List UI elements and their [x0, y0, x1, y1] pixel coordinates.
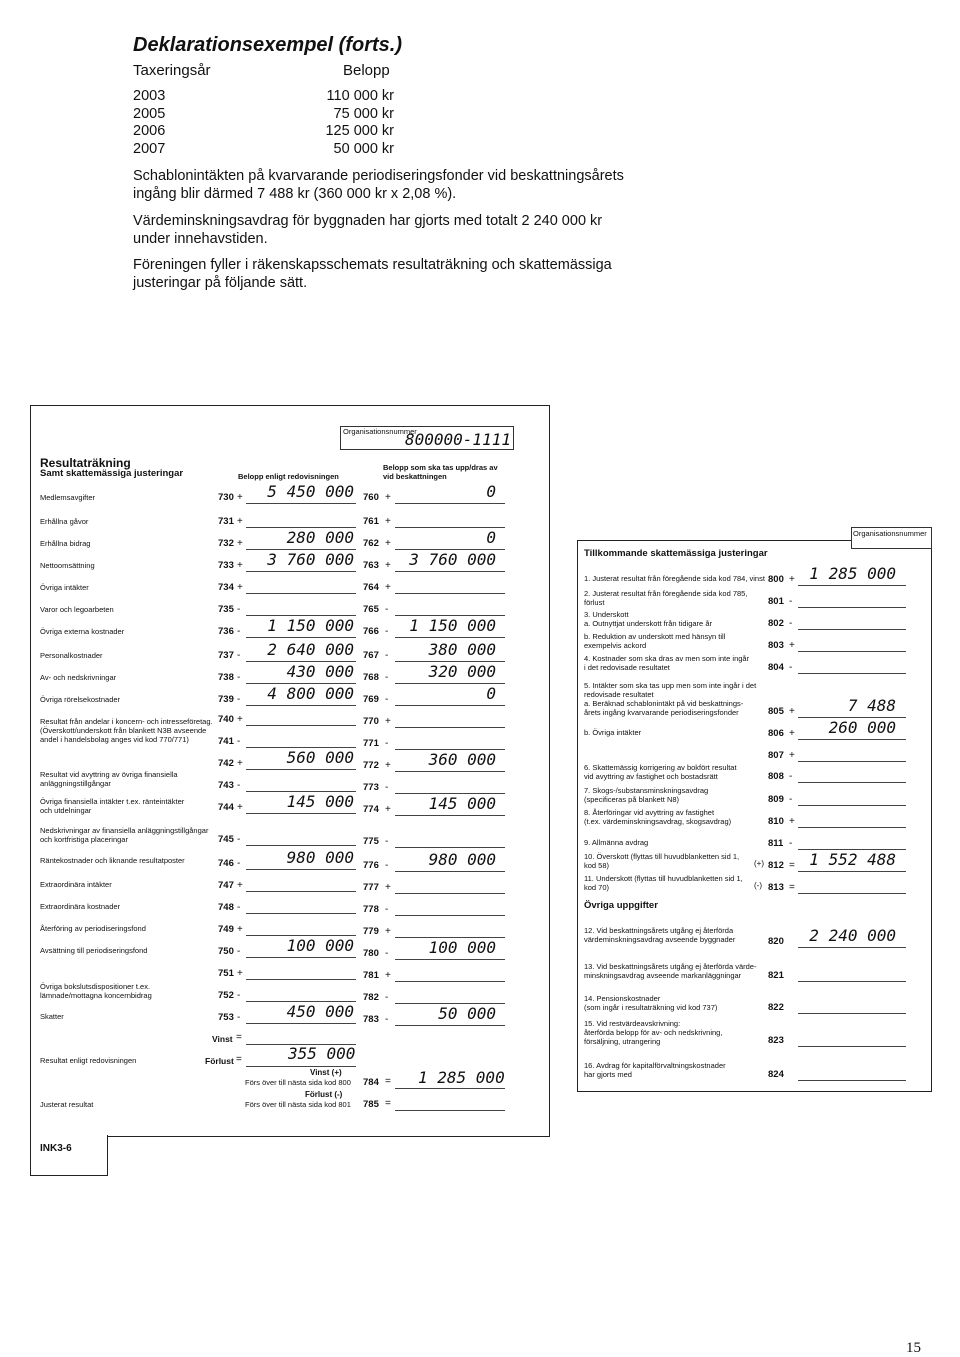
paren-813: (-): [754, 881, 762, 890]
code-left: 735: [218, 604, 234, 615]
sign-right: -: [385, 738, 389, 749]
sign-right: -: [385, 604, 389, 615]
code-left: 741: [218, 736, 234, 747]
line-785: [395, 1110, 505, 1111]
value-line-left: [246, 957, 356, 958]
row-label: Övriga intäkter: [40, 583, 89, 592]
code-right: 782: [363, 992, 379, 1003]
sign-right: +: [385, 926, 391, 937]
code-left: 752: [218, 990, 234, 1001]
value-line-right: [395, 771, 505, 772]
sign-left: -: [237, 736, 241, 747]
code-left: 733: [218, 560, 234, 571]
value-805: 7 488: [847, 696, 896, 715]
value-line-left: [246, 869, 356, 870]
line-807: [798, 761, 906, 762]
code-823: 823: [768, 1035, 784, 1046]
value-left: 5 450 000: [267, 482, 354, 501]
line-806: [798, 739, 906, 740]
right-org-number-label: Organisationsnummer: [853, 529, 927, 538]
label-divestment: Resultat vid avyttring av övriga finansiella anläggningstillgångar: [40, 770, 178, 788]
value-left: 145 000: [286, 792, 354, 811]
line-820: [798, 947, 906, 948]
line-821: [798, 981, 906, 982]
row-label: Nettoomsättning: [40, 561, 95, 570]
code-812: 812: [768, 860, 784, 871]
amount-cell: 110 000 kr: [326, 88, 394, 104]
transfer-800: Förs över till nästa sida kod 800: [245, 1078, 351, 1087]
sign-right: +: [385, 516, 391, 527]
form-subheading: Samt skattemässiga justeringar: [40, 468, 184, 479]
sign-left: -: [237, 672, 241, 683]
code-807: 807: [768, 750, 784, 761]
label-802: 3. Underskott a. Outnyttjat underskott från tidigare år: [584, 610, 712, 628]
code-right: 772: [363, 760, 379, 771]
value-right: 320 000: [428, 662, 496, 681]
line-800: [798, 585, 906, 586]
sign-811: -: [789, 838, 793, 849]
code-left: 732: [218, 538, 234, 549]
forlust-line: [246, 1066, 356, 1067]
sign-right: -: [385, 694, 389, 705]
value-784: 1 285 000: [418, 1068, 505, 1087]
sign-right: -: [385, 672, 389, 683]
sign-right: +: [385, 760, 391, 771]
sign-left: +: [237, 880, 243, 891]
label-associated-companies: Resultat från andelar i koncern- och intresseföretag. (Överskott/underskott från blankett N3B avseende andel i handelsbolag anges vid kod 770/771): [40, 717, 213, 744]
col-amount-header: Belopp: [343, 62, 390, 79]
code-right: 779: [363, 926, 379, 937]
sign-right: -: [385, 836, 389, 847]
line-803: [798, 651, 906, 652]
label-803: b. Reduktion av underskott med hänsyn till exempelvis ackord: [584, 632, 726, 650]
code-left: 736: [218, 626, 234, 637]
forlust-minus-label: Förlust (-): [305, 1090, 343, 1099]
code-820: 820: [768, 936, 784, 947]
code-804: 804: [768, 662, 784, 673]
value-left: 1 150 000: [267, 616, 354, 635]
value-line-right: [395, 893, 505, 894]
code-822: 822: [768, 1002, 784, 1013]
line-784: [395, 1088, 505, 1089]
sign-left: +: [237, 758, 243, 769]
value-line-left: [246, 503, 356, 504]
label-allocation-fund: Avsättning till periodiseringsfond: [40, 946, 148, 955]
code-left: 748: [218, 902, 234, 913]
amount-cell: 125 000 kr: [325, 123, 394, 139]
row-label: Varor och legoarbeten: [40, 605, 114, 614]
line-812: [798, 871, 906, 872]
label-822: 14. Pensionskostnader (som ingår i resultaträkning vid kod 737): [584, 994, 718, 1012]
code-right: 761: [363, 516, 379, 527]
code-left: 737: [218, 650, 234, 661]
value-line-left: [246, 845, 356, 846]
form-heading: Resultaträkning: [40, 456, 131, 470]
value-820: 2 240 000: [809, 926, 896, 945]
code-801: 801: [768, 596, 784, 607]
value-line-right: [395, 847, 505, 848]
sign-808: -: [789, 771, 793, 782]
code-left: 743: [218, 780, 234, 791]
code-right: 778: [363, 904, 379, 915]
row-label: Erhållna bidrag: [40, 539, 91, 548]
label-801: 2. Justerat resultat från föregående sida kod 785, förlust: [584, 589, 748, 607]
code-824: 824: [768, 1069, 784, 1080]
sign-right: -: [385, 782, 389, 793]
line-801: [798, 607, 906, 608]
code-left: 750: [218, 946, 234, 957]
line-824: [798, 1080, 906, 1081]
right-heading: Tillkommande skattemässiga justeringar: [584, 548, 768, 559]
value-left: 3 760 000: [267, 550, 354, 569]
col-year-header: Taxeringsår: [133, 62, 211, 79]
code-813: 813: [768, 882, 784, 893]
page-title: Deklarationsexempel (forts.): [133, 34, 402, 56]
code-785: 785: [363, 1099, 379, 1110]
amount-cell: 50 000 kr: [333, 140, 394, 157]
sign-800: +: [789, 574, 795, 585]
sign-right: +: [385, 538, 391, 549]
sign-left: -: [237, 780, 241, 791]
code-802: 802: [768, 618, 784, 629]
sign-813: =: [789, 882, 795, 893]
line-808: [798, 782, 906, 783]
intro-paragraph-2: Värdeminskningsavdrag för byggnaden har gjorts med totalt 2 240 000 kr under innehavstiden.: [133, 213, 603, 247]
label-impairment: Nedskrivningar av finansiella anläggningstillgångar och kortfristiga placeringar: [40, 826, 209, 844]
sign-right: +: [385, 492, 391, 503]
code-784: 784: [363, 1077, 379, 1088]
col1-header: Belopp enligt redovisningen: [238, 472, 339, 481]
code-left: 753: [218, 1012, 234, 1023]
code-left: 740: [218, 714, 234, 725]
label-financial-income: Övriga finansiella intäkter t.ex. ränteintäkter och utdelningar: [40, 797, 185, 815]
value-line-right: [395, 871, 505, 872]
value-right: 145 000: [428, 794, 496, 813]
form-id: INK3-6: [40, 1143, 72, 1154]
value-line-left: [246, 913, 356, 914]
value-right: 0: [486, 528, 496, 547]
sign-left: -: [237, 902, 241, 913]
code-left: 738: [218, 672, 234, 683]
sign-left: +: [237, 492, 243, 503]
sign-right: -: [385, 626, 389, 637]
line-822: [798, 1013, 906, 1014]
label-806: b. Övriga intäkter: [584, 728, 642, 737]
code-left: 731: [218, 516, 234, 527]
code-right: 780: [363, 948, 379, 959]
code-805: 805: [768, 706, 784, 717]
page-number: 15: [906, 1340, 921, 1356]
sign-784: =: [385, 1076, 391, 1087]
sign-804: -: [789, 662, 793, 673]
paren-812: (+): [754, 859, 764, 868]
row-label: Övriga rörelsekostnader: [40, 695, 121, 704]
forlust-eq: =: [236, 1054, 242, 1065]
sign-810: +: [789, 816, 795, 827]
code-right: 774: [363, 804, 379, 815]
sign-left: +: [237, 802, 243, 813]
form-tab: [30, 1135, 108, 1176]
code-right: 776: [363, 860, 379, 871]
sign-785: =: [385, 1098, 391, 1109]
col2-header: Belopp som ska tas upp/dras av vid beskattningen: [383, 463, 498, 481]
code-left: 730: [218, 492, 234, 503]
sign-right: -: [385, 1014, 389, 1025]
label-taxes: Skatter: [40, 1012, 64, 1021]
label-812: 10. Överskott (flyttas till huvudblanketten sid 1, kod 58): [584, 852, 740, 870]
value-line-right: [395, 705, 505, 706]
sign-right: +: [385, 970, 391, 981]
label-800: 1. Justerat resultat från föregående sida kod 784, vinst: [584, 574, 765, 583]
value-left: 4 800 000: [267, 684, 354, 703]
row-label: Erhållna gåvor: [40, 517, 89, 526]
code-right: 765: [363, 604, 379, 615]
sign-left: +: [237, 968, 243, 979]
sign-right: -: [385, 948, 389, 959]
value-right: 50 000: [438, 1004, 496, 1023]
value-right: 100 000: [428, 938, 496, 957]
value-line-left: [246, 593, 356, 594]
value-left: 980 000: [286, 848, 354, 867]
sign-left: +: [237, 516, 243, 527]
code-right: 767: [363, 650, 379, 661]
sign-left: -: [237, 858, 241, 869]
sign-right: +: [385, 804, 391, 815]
sign-right: +: [385, 582, 391, 593]
value-line-left: [246, 571, 356, 572]
label-result-accounts: Resultat enligt redovisningen: [40, 1056, 137, 1065]
code-810: 810: [768, 816, 784, 827]
value-line-left: [246, 979, 356, 980]
sign-801: -: [789, 596, 793, 607]
sign-left: -: [237, 694, 241, 705]
line-823: [798, 1046, 906, 1047]
row-label: Övriga externa kostnader: [40, 627, 125, 636]
label-808: 6. Skattemässig korrigering av bokfört resultat vid avyttring av fastighet och bostadsrätt: [584, 763, 737, 781]
code-right: 773: [363, 782, 379, 793]
value-left: 430 000: [286, 662, 354, 681]
sign-left: -: [237, 946, 241, 957]
value-right: 1 150 000: [409, 616, 496, 635]
code-left: 747: [218, 880, 234, 891]
code-right: 763: [363, 560, 379, 571]
code-right: 768: [363, 672, 379, 683]
value-line-right: [395, 815, 505, 816]
code-800: 800: [768, 574, 784, 585]
sign-right: +: [385, 882, 391, 893]
sign-left: -: [237, 604, 241, 615]
value-806: 260 000: [828, 718, 896, 737]
value-line-right: [395, 727, 505, 728]
line-810: [798, 827, 906, 828]
code-left: 751: [218, 968, 234, 979]
value-800: 1 285 000: [809, 564, 896, 583]
value-line-left: [246, 891, 356, 892]
sign-812: =: [789, 860, 795, 871]
value-left: 100 000: [286, 936, 354, 955]
transfer-801: Förs över till nästa sida kod 801: [245, 1100, 351, 1109]
year-cell: 2003: [133, 88, 166, 104]
label-809: 7. Skogs-/substansminskningsavdrag (specificeras på blankett N8): [584, 786, 709, 804]
code-left: 745: [218, 834, 234, 845]
value-line-right: [395, 503, 505, 504]
code-right: 764: [363, 582, 379, 593]
label-appropriations: Övriga bokslutsdispositioner t.ex. lämnade/mottagna koncernbidrag: [40, 982, 152, 1000]
sign-left: +: [237, 560, 243, 571]
sign-left: -: [237, 626, 241, 637]
org-number-label: Organisationsnummer: [343, 427, 417, 436]
code-808: 808: [768, 771, 784, 782]
sign-right: -: [385, 650, 389, 661]
sign-right: +: [385, 560, 391, 571]
label-adjusted-result: Justerat resultat: [40, 1100, 94, 1109]
right-heading-2: Övriga uppgifter: [584, 900, 658, 911]
row-label: Medlemsavgifter: [40, 493, 96, 502]
value-line-left: [246, 725, 356, 726]
year-cell: 2007: [133, 140, 166, 157]
value-line-right: [395, 915, 505, 916]
row-label: Av- och nedskrivningar: [40, 673, 117, 682]
sign-809: -: [789, 794, 793, 805]
sign-right: -: [385, 992, 389, 1003]
value-right: 0: [486, 482, 496, 501]
code-803: 803: [768, 640, 784, 651]
value-left: 450 000: [286, 1002, 354, 1021]
code-right: 766: [363, 626, 379, 637]
value-line-left: [246, 769, 356, 770]
sign-806: +: [789, 728, 795, 739]
code-right: 771: [363, 738, 379, 749]
value-left: 560 000: [286, 748, 354, 767]
label-824: 16. Avdrag för kapitalförvaltningskostnader har gjorts med: [584, 1061, 726, 1079]
vinst-label: Vinst: [212, 1034, 233, 1044]
value-line-right: [395, 637, 505, 638]
label-811: 9. Allmänna avdrag: [584, 838, 649, 847]
line-809: [798, 805, 906, 806]
value-right: 360 000: [428, 750, 496, 769]
code-right: 783: [363, 1014, 379, 1025]
label-reversal-fund: Återföring av periodiseringsfond: [40, 924, 146, 933]
code-left: 739: [218, 694, 234, 705]
sign-left: +: [237, 924, 243, 935]
label-821: 13. Vid beskattningsårets utgång ej återförda värde- minskningsavdrag avseende markanläggningar: [584, 962, 757, 980]
code-left: 742: [218, 758, 234, 769]
sign-802: -: [789, 618, 793, 629]
code-821: 821: [768, 970, 784, 981]
value-line-right: [395, 593, 505, 594]
label-804: 4. Kostnader som ska dras av men som inte ingår i det redovisade resultatet: [584, 654, 750, 672]
vinst-plus-label: Vinst (+): [310, 1068, 342, 1077]
sign-left: +: [237, 538, 243, 549]
forlust-label: Förlust: [205, 1056, 234, 1066]
value-line-right: [395, 959, 505, 960]
label-805: 5. Intäkter som ska tas upp men som inte ingår i det redovisade resultatet a. Beräknad schablonintäkt på vid beskattnings- årets ingång kvarvarande periodiseringsfonder: [584, 681, 757, 717]
label-823: 15. Vid restvärdeavskrivning: återförda belopp för av- och nedskrivning, försäljning, utrangering: [584, 1019, 723, 1046]
sign-left: +: [237, 714, 243, 725]
code-left: 744: [218, 802, 234, 813]
label-interest-costs: Räntekostnader och liknande resultatposter: [40, 856, 185, 865]
sign-left: -: [237, 1012, 241, 1023]
value-812: 1 552 488: [809, 850, 896, 869]
label-extra-costs: Extraordinära kostnader: [40, 902, 121, 911]
value-right: 980 000: [428, 850, 496, 869]
sign-right: -: [385, 904, 389, 915]
value-line-right: [395, 981, 505, 982]
value-right: 0: [486, 684, 496, 703]
value-left: 280 000: [286, 528, 354, 547]
code-right: 770: [363, 716, 379, 727]
sign-left: -: [237, 834, 241, 845]
code-809: 809: [768, 794, 784, 805]
value-line-right: [395, 571, 505, 572]
code-right: 762: [363, 538, 379, 549]
amount-cell: 75 000 kr: [333, 105, 394, 122]
year-cell: 2006: [133, 123, 166, 139]
line-802: [798, 629, 906, 630]
value-right: 3 760 000: [409, 550, 496, 569]
year-cell: 2005: [133, 105, 166, 122]
code-left: 734: [218, 582, 234, 593]
forlust-value: 355 000: [288, 1044, 356, 1063]
code-right: 777: [363, 882, 379, 893]
org-number-value: 800000-1111: [405, 430, 511, 449]
sign-left: -: [237, 990, 241, 1001]
value-line-left: [246, 637, 356, 638]
code-right: 769: [363, 694, 379, 705]
code-right: 781: [363, 970, 379, 981]
sign-left: +: [237, 582, 243, 593]
label-810: 8. Återföringar vid avyttring av fastighet (t.ex. värdeminskningsavdrag, skogsavdrag): [584, 808, 732, 826]
line-804: [798, 673, 906, 674]
value-left: 2 640 000: [267, 640, 354, 659]
code-right: 760: [363, 492, 379, 503]
sign-803: +: [789, 640, 795, 651]
value-line-left: [246, 705, 356, 706]
intro-paragraph-1: Schablonintäkten på kvarvarande periodiseringsfonder vid beskattningsårets ingång blir därmed 7 488 kr (360 000 kr x 2,08 %).: [133, 168, 624, 202]
value-right: 380 000: [428, 640, 496, 659]
sign-left: -: [237, 650, 241, 661]
row-label: Personalkostnader: [40, 651, 103, 660]
value-line-left: [246, 1023, 356, 1024]
code-left: 749: [218, 924, 234, 935]
value-line-right: [395, 1025, 505, 1026]
sign-805: +: [789, 706, 795, 717]
label-extra-income: Extraordinära intäkter: [40, 880, 112, 889]
code-right: 775: [363, 836, 379, 847]
line-813: [798, 893, 906, 894]
sign-right: +: [385, 716, 391, 727]
code-811: 811: [768, 838, 784, 849]
sign-807: +: [789, 750, 795, 761]
code-left: 746: [218, 858, 234, 869]
value-line-left: [246, 813, 356, 814]
code-806: 806: [768, 728, 784, 739]
sign-right: -: [385, 860, 389, 871]
label-813: 11. Underskott (flyttas till huvudblanketten sid 1, kod 70): [584, 874, 743, 892]
intro-paragraph-3: Föreningen fyller i räkenskapsschemats resultaträkning och skattemässiga justeringar på följande sätt.: [133, 257, 612, 291]
label-820: 12. Vid beskattningsårets utgång ej återförda värdeminskningsavdrag avseende byggnader: [584, 926, 736, 944]
vinst-eq: =: [236, 1032, 242, 1043]
